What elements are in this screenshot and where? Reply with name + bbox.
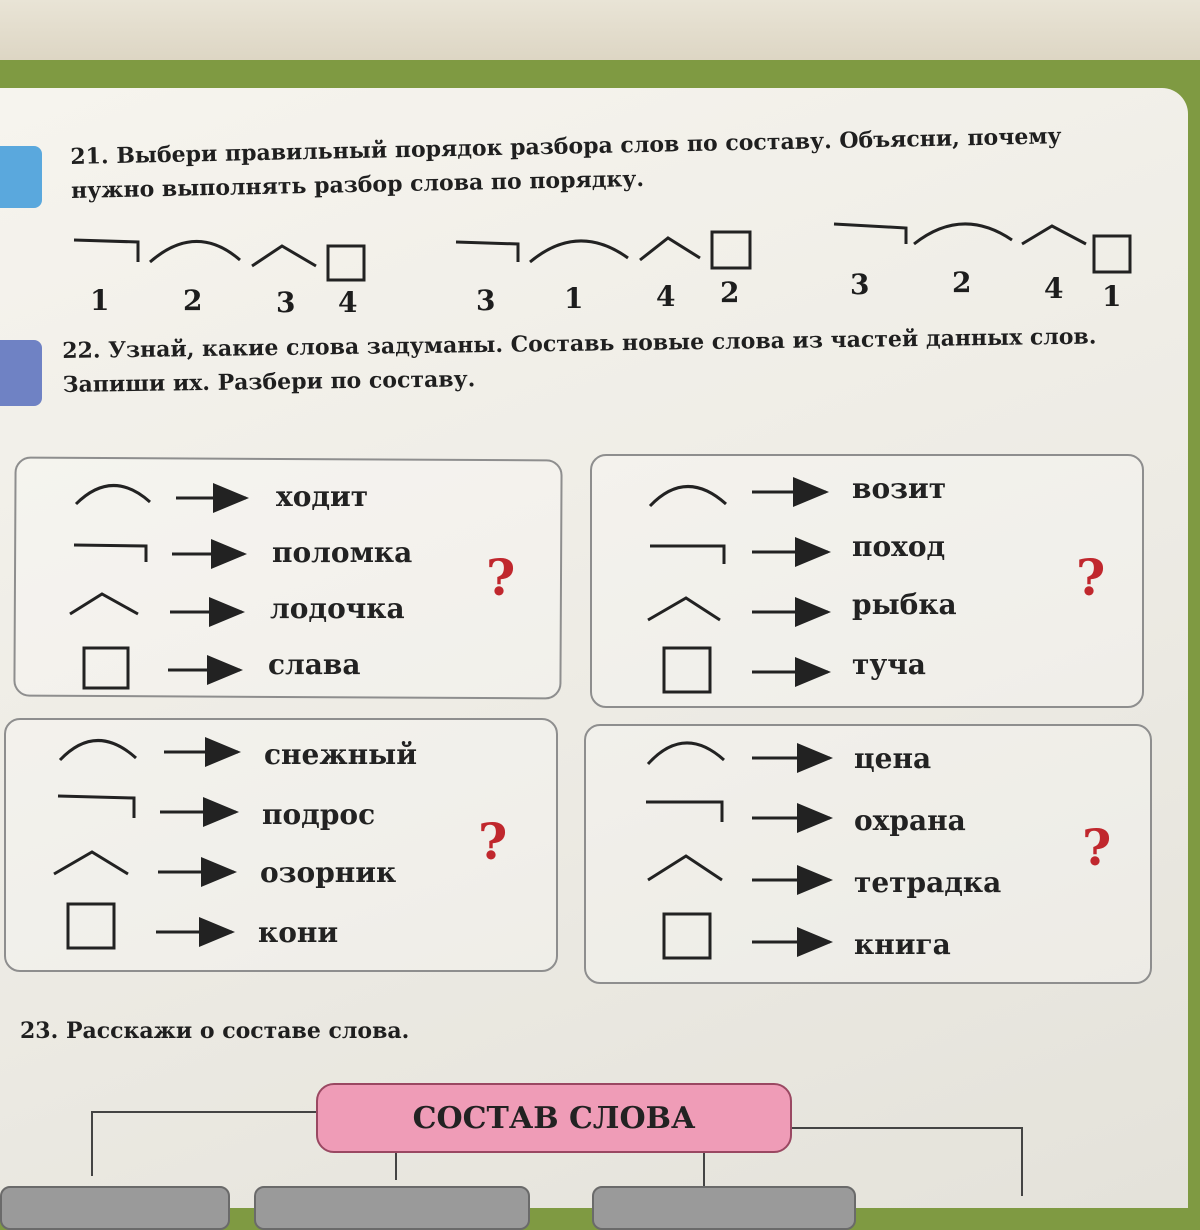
group-1-word-3: лодочка xyxy=(270,592,405,625)
connector-line xyxy=(92,1112,316,1176)
group-3-word-2: подрос xyxy=(262,798,376,831)
task-22-line-2: Запиши их. Разбери по составу. xyxy=(62,366,476,398)
scheme-2-digit-3: 4 xyxy=(656,280,676,313)
group-2-word-4: туча xyxy=(852,648,926,681)
scheme-3-digit-3: 4 xyxy=(1044,272,1064,305)
task-23-number: 23. xyxy=(20,1018,59,1044)
task-22-number: 22. xyxy=(62,337,101,364)
scheme-1-digit-2: 2 xyxy=(183,284,203,317)
group-3-word-4: кони xyxy=(258,916,339,949)
diagram-box-2 xyxy=(254,1186,530,1230)
group-2-word-2: поход xyxy=(852,530,946,563)
group-4-question-mark: ? xyxy=(1082,818,1112,877)
group-4-word-1: цена xyxy=(854,742,932,775)
group-4-word-2: охрана xyxy=(854,804,966,837)
group-1-word-1: ходит xyxy=(276,480,369,513)
scheme-2-digit-1: 3 xyxy=(476,284,496,317)
group-2-word-3: рыбка xyxy=(852,588,957,621)
diagram-box-1 xyxy=(0,1186,230,1230)
task-21-number: 21. xyxy=(70,143,109,170)
task-23-text: Расскажи о составе слова. xyxy=(65,1018,410,1044)
group-4-word-4: книга xyxy=(854,928,951,961)
group-1-word-2: поломка xyxy=(272,536,413,569)
group-1-word-4: слава xyxy=(268,648,361,681)
task-21-line-1: Выбери правильный порядок разбора слов по составу. Объясни, почему xyxy=(116,123,1062,170)
scheme-2-digit-2: 1 xyxy=(564,282,584,315)
group-4-word-3: тетрадка xyxy=(854,866,1002,899)
scheme-3-digit-4: 1 xyxy=(1102,280,1122,313)
task-22-line-1: Узнай, какие слова задуманы. Составь новые слова из частей данных слов. xyxy=(108,323,1097,364)
task-21-line-2: нужно выполнять разбор слова по порядку. xyxy=(70,165,645,204)
group-3-question-mark: ? xyxy=(478,812,508,871)
group-1-question-mark: ? xyxy=(486,548,516,607)
scheme-1-digit-3: 3 xyxy=(276,286,296,319)
group-3-word-1: снежный xyxy=(264,738,417,771)
scheme-1-digit-1: 1 xyxy=(90,284,110,317)
word-composition-title: СОСТАВ СЛОВА xyxy=(316,1083,792,1153)
scheme-3-digit-2: 2 xyxy=(952,266,972,299)
group-2-word-1: возит xyxy=(852,472,947,505)
group-3-word-3: озорник xyxy=(260,856,397,889)
diagram-box-3 xyxy=(592,1186,856,1230)
scheme-3-digit-1: 3 xyxy=(850,268,870,301)
group-2-question-mark: ? xyxy=(1076,548,1106,607)
scheme-2-digit-4: 2 xyxy=(720,276,740,309)
scheme-1-digit-4: 4 xyxy=(338,286,358,319)
